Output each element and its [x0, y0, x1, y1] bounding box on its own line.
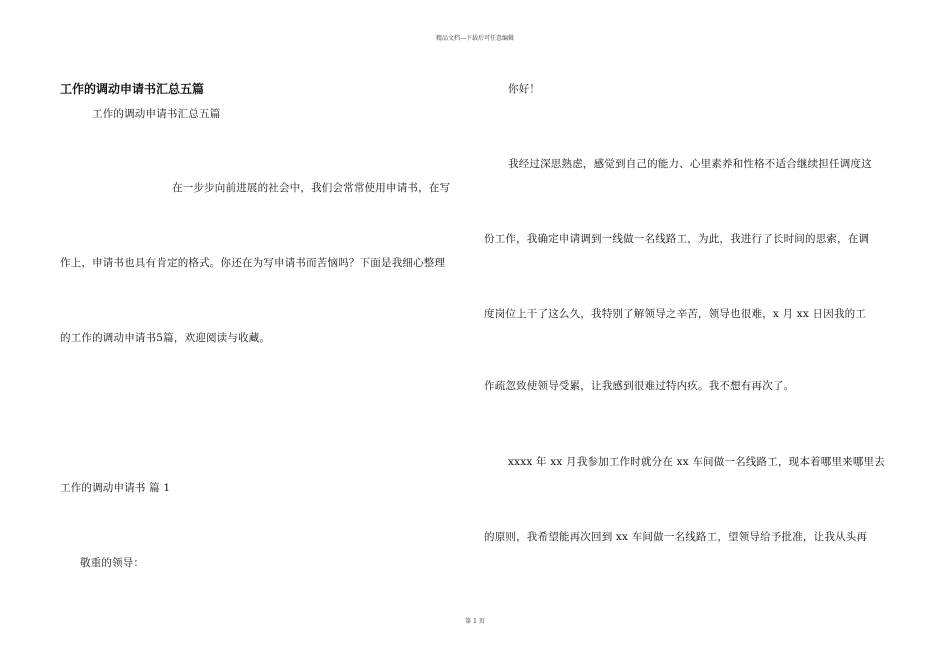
letter-line-3: 度岗位上干了这么久，我特别了解领导之辛苦，领导也很难，x 月 xx 日因我的工: [484, 308, 867, 320]
section-heading: 工作的调动申请书 篇 1: [60, 482, 171, 494]
intro-line-2: 作上，申请书也具有肯定的格式。你还在为写申请书而苦恼吗？下面是我细心整理: [60, 257, 446, 269]
intro-line-3: 的工作的调动申请书5篇，欢迎阅读与收藏。: [60, 332, 271, 344]
greeting: 你好！: [508, 83, 541, 95]
page-header: 精品文档---下载后可任意编辑: [435, 35, 515, 42]
salutation: 敬重的领导：: [80, 557, 145, 569]
letter-line-6: 的原则，我希望能再次回到 xx 车间做一名线路工，望领导给予批准，让我从头再: [484, 531, 868, 543]
document-title: 工作的调动申请书汇总五篇: [60, 82, 205, 96]
letter-line-2: 份工作，我确定申请调到一线做一名线路工，为此，我进行了长时间的思索，在调: [484, 233, 870, 245]
page-footer: 第 1 页: [465, 618, 485, 625]
letter-line-4: 作疏忽致使领导受累，让我感到很难过特内疚。我不想有再次了。: [484, 380, 795, 392]
intro-line-1: 在一步步向前进展的社会中，我们会常常使用申请书，在写: [172, 182, 451, 194]
letter-line-1: 我经过深思熟虑，感觉到自己的能力、心里素养和性格不适合继续担任调度这: [508, 158, 872, 170]
letter-line-5: xxxx 年 xx 月我参加工作时就分在 xx 车间做一名线路工，现本着哪里来哪里去: [508, 456, 885, 468]
document-subtitle: 工作的调动申请书汇总五篇: [92, 108, 221, 120]
